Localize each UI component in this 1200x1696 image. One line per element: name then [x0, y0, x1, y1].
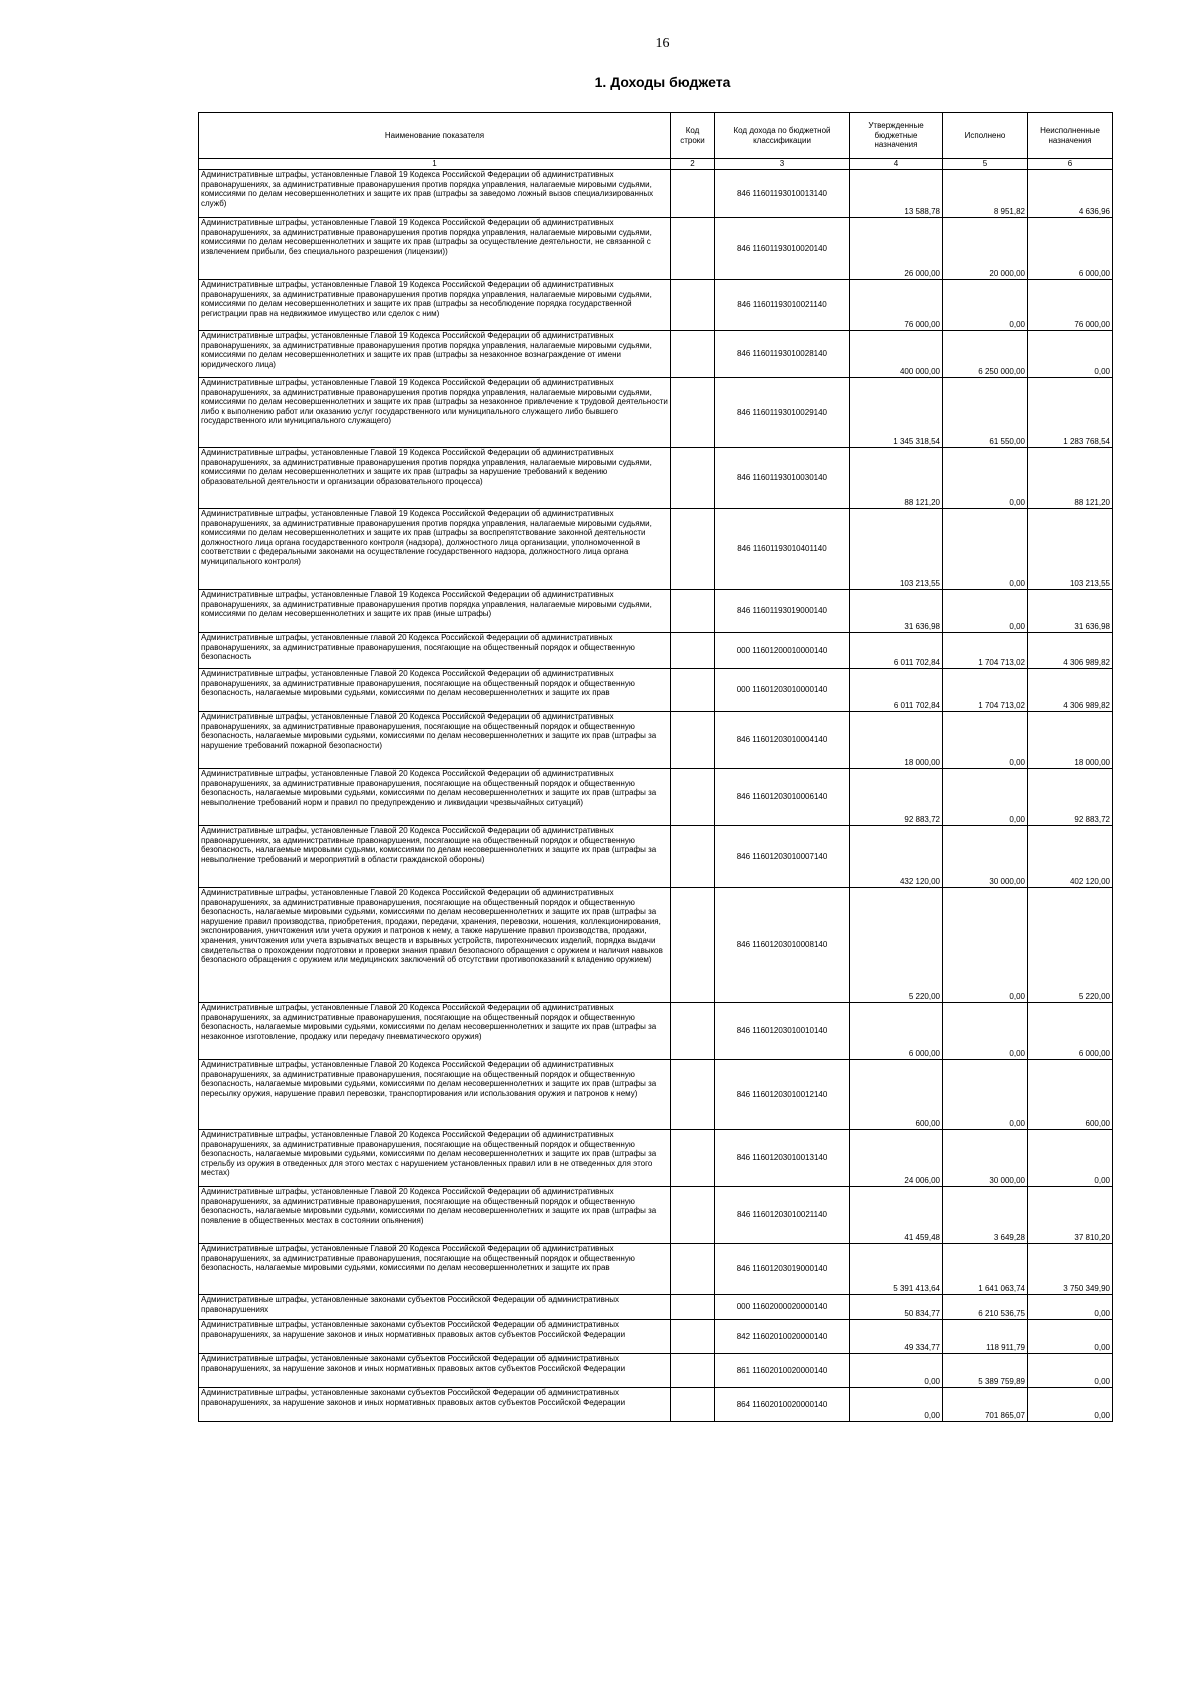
row-approved: 0,00 [850, 1354, 943, 1388]
row-name: Административные штрафы, установленные Главой 20 Кодекса Российской Федерации об административных правонарушениях, за административные правонарушения, посягающие на общественный порядок и общественную безопасность, налагаемые мировыми судьями, комиссиями по делам несовершеннолетних и защите их прав (штрафы за незаконное изготовление, продажу или передачу пневматического оружия) [199, 1003, 671, 1060]
row-income-code: 000 11601200010000140 [715, 633, 850, 669]
row-line-code [671, 1354, 715, 1388]
row-unexecuted: 0,00 [1028, 1320, 1113, 1354]
row-line-code [671, 1130, 715, 1187]
page-title: 1. Доходы бюджета [594, 74, 731, 90]
row-executed: 0,00 [943, 888, 1028, 1003]
budget-income-table [198, 112, 1113, 1422]
row-executed: 1 641 063,74 [943, 1244, 1028, 1295]
row-income-code: 000 11602000020000140 [715, 1295, 850, 1320]
row-line-code [671, 280, 715, 331]
row-income-code: 846 11601193010030140 [715, 448, 850, 509]
row-income-code: 846 11601203019000140 [715, 1244, 850, 1295]
row-executed: 0,00 [943, 448, 1028, 509]
page-number: 16 [655, 36, 670, 51]
row-income-code: 846 11601203010012140 [715, 1060, 850, 1130]
row-unexecuted: 4 306 989,82 [1028, 669, 1113, 712]
row-name: Административные штрафы, установленные законами субъектов Российской Федерации об административных правонарушениях [199, 1295, 671, 1320]
table-row [199, 888, 1113, 1003]
row-name: Административные штрафы, установленные главой 20 Кодекса Российской Федерации об административных правонарушениях, за административные правонарушения, посягающие на общественный порядок и общественную безопасность [199, 633, 671, 669]
table-body [199, 170, 1113, 1422]
row-executed: 0,00 [943, 590, 1028, 633]
row-unexecuted: 0,00 [1028, 1388, 1113, 1422]
row-unexecuted: 6 000,00 [1028, 218, 1113, 280]
row-name: Административные штрафы, установленные Главой 20 Кодекса Российской Федерации об административных правонарушениях, за административные правонарушения, посягающие на общественный порядок и общественную безопасность, налагаемые мировыми судьями, комиссиями по делам несовершеннолетних и защите их прав (штрафы за нарушение требований пожарной безопасности) [199, 712, 671, 769]
column-number: 5 [943, 159, 1028, 170]
column-number: 3 [715, 159, 850, 170]
row-executed: 8 951,82 [943, 170, 1028, 218]
row-income-code: 846 11601193010021140 [715, 280, 850, 331]
row-name: Административные штрафы, установленные Главой 20 Кодекса Российской Федерации об административных правонарушениях, за административные правонарушения, посягающие на общественный порядок и общественную безопасность, налагаемые мировыми судьями, комиссиями по делам несовершеннолетних и защите их прав (штрафы за стрельбу из оружия в отведенных для этого местах с нарушением установленных правил или в не отведенных для этого местах) [199, 1130, 671, 1187]
row-executed: 6 250 000,00 [943, 331, 1028, 378]
table-row [199, 509, 1113, 590]
row-unexecuted: 402 120,00 [1028, 826, 1113, 888]
row-name: Административные штрафы, установленные Главой 20 Кодекса Российской Федерации об административных правонарушениях, за административные правонарушения, посягающие на общественный порядок и общественную безопасность, налагаемые мировыми судьями, комиссиями по делам несовершеннолетних и защите их прав (штрафы за нарушение правил производства, приобретения, продажи, передачи, хранения, перевозки, ношения, коллекционирования, экспонирования, уничтожения или учета оружия и патронов к нему, а также нарушение правил производства, продажи, хранения, уничтожения или учета взрывчатых веществ и взрывных устройств, пиротехнических изделий, порядка выдачи свидетельства о прохождении подготовки и проверки знания правил безопасного обращения с оружием и наличия навыков безопасного обращения с оружием или медицинских заключений об отсутствии противопоказаний к владению оружием) [199, 888, 671, 1003]
row-executed: 20 000,00 [943, 218, 1028, 280]
row-income-code: 846 11601203010010140 [715, 1003, 850, 1060]
row-executed: 1 704 713,02 [943, 669, 1028, 712]
row-income-code: 846 11601193010029140 [715, 378, 850, 448]
row-executed: 3 649,28 [943, 1187, 1028, 1244]
row-line-code [671, 1320, 715, 1354]
row-unexecuted: 4 636,96 [1028, 170, 1113, 218]
table-header-row [199, 113, 1113, 159]
row-approved: 6 000,00 [850, 1003, 943, 1060]
row-name: Административные штрафы, установленные Главой 20 Кодекса Российской Федерации об административных правонарушениях, за административные правонарушения, посягающие на общественный порядок и общественную безопасность, налагаемые мировыми судьями, комиссиями по делам несовершеннолетних и защите их прав [199, 669, 671, 712]
row-approved: 103 213,55 [850, 509, 943, 590]
row-line-code [671, 1187, 715, 1244]
row-name: Административные штрафы, установленные законами субъектов Российской Федерации об административных правонарушениях, за нарушение законов и иных нормативных правовых актов субъектов Российской Федерации [199, 1354, 671, 1388]
table-row [199, 633, 1113, 669]
table-row [199, 1295, 1113, 1320]
row-line-code [671, 378, 715, 448]
row-income-code: 000 11601203010000140 [715, 669, 850, 712]
row-approved: 26 000,00 [850, 218, 943, 280]
row-name: Административные штрафы, установленные Главой 19 Кодекса Российской Федерации об административных правонарушениях, за административные правонарушения против порядка управления, налагаемые мировыми судьями, комиссиями по делам несовершеннолетних и защите их прав (штрафы за незаконное вознаграждение от имени юридического лица) [199, 331, 671, 378]
row-income-code: 842 11602010020000140 [715, 1320, 850, 1354]
row-income-code: 846 11601203010006140 [715, 769, 850, 826]
row-unexecuted: 600,00 [1028, 1060, 1113, 1130]
row-line-code [671, 888, 715, 1003]
row-approved: 1 345 318,54 [850, 378, 943, 448]
row-income-code: 846 11601193010020140 [715, 218, 850, 280]
row-line-code [671, 448, 715, 509]
row-approved: 24 006,00 [850, 1130, 943, 1187]
row-income-code: 846 11601193019000140 [715, 590, 850, 633]
row-income-code: 861 11602010020000140 [715, 1354, 850, 1388]
header-unexecuted: Неисполненные назначения [1028, 113, 1113, 159]
row-approved: 6 011 702,84 [850, 669, 943, 712]
row-unexecuted: 4 306 989,82 [1028, 633, 1113, 669]
row-executed: 118 911,79 [943, 1320, 1028, 1354]
row-executed: 30 000,00 [943, 826, 1028, 888]
row-line-code [671, 1060, 715, 1130]
row-executed: 0,00 [943, 712, 1028, 769]
row-approved: 600,00 [850, 1060, 943, 1130]
row-income-code: 846 11601193010028140 [715, 331, 850, 378]
table-row [199, 1003, 1113, 1060]
row-line-code [671, 1388, 715, 1422]
row-unexecuted: 0,00 [1028, 1130, 1113, 1187]
row-income-code: 846 11601193010401140 [715, 509, 850, 590]
header-approved: Утвержденные бюджетные назначения [850, 113, 943, 159]
row-line-code [671, 590, 715, 633]
row-unexecuted: 0,00 [1028, 331, 1113, 378]
row-line-code [671, 331, 715, 378]
table-row [199, 769, 1113, 826]
row-approved: 49 334,77 [850, 1320, 943, 1354]
column-number: 6 [1028, 159, 1113, 170]
row-name: Административные штрафы, установленные Главой 20 Кодекса Российской Федерации об административных правонарушениях, за административные правонарушения, посягающие на общественный порядок и общественную безопасность, налагаемые мировыми судьями, комиссиями по делам несовершеннолетних и защите их прав (штрафы за пересылку оружия, нарушение правил перевозки, транспортирования или использования оружия и патронов к нему) [199, 1060, 671, 1130]
row-line-code [671, 509, 715, 590]
row-income-code: 846 11601203010004140 [715, 712, 850, 769]
row-executed: 0,00 [943, 769, 1028, 826]
row-approved: 88 121,20 [850, 448, 943, 509]
row-unexecuted: 0,00 [1028, 1295, 1113, 1320]
row-executed: 6 210 536,75 [943, 1295, 1028, 1320]
row-unexecuted: 103 213,55 [1028, 509, 1113, 590]
table-row [199, 826, 1113, 888]
row-approved: 50 834,77 [850, 1295, 943, 1320]
row-approved: 76 000,00 [850, 280, 943, 331]
table-row [199, 712, 1113, 769]
row-unexecuted: 37 810,20 [1028, 1187, 1113, 1244]
row-name: Административные штрафы, установленные Главой 19 Кодекса Российской Федерации об административных правонарушениях, за административные правонарушения против порядка управления, налагаемые мировыми судьями, комиссиями по делам несовершеннолетних и защите их прав (штрафы за осуществление деятельности, не связанной с извлечением прибыли, без специального разрешения (лицензии)) [199, 218, 671, 280]
row-income-code: 846 11601203010007140 [715, 826, 850, 888]
table-row [199, 280, 1113, 331]
row-executed: 5 389 759,89 [943, 1354, 1028, 1388]
row-line-code [671, 218, 715, 280]
row-line-code [671, 170, 715, 218]
row-income-code: 864 11602010020000140 [715, 1388, 850, 1422]
table-row [199, 1130, 1113, 1187]
row-unexecuted: 31 636,98 [1028, 590, 1113, 633]
table-row [199, 218, 1113, 280]
header-indicator-name: Наименование показателя [199, 113, 671, 159]
table-row [199, 669, 1113, 712]
row-approved: 432 120,00 [850, 826, 943, 888]
row-name: Административные штрафы, установленные Главой 20 Кодекса Российской Федерации об административных правонарушениях, за административные правонарушения, посягающие на общественный порядок и общественную безопасность, налагаемые мировыми судьями, комиссиями по делам несовершеннолетних и защите их прав (штрафы за невыполнение требований норм и правил по предупреждению и ликвидации чрезвычайных ситуаций) [199, 769, 671, 826]
table-row [199, 1060, 1113, 1130]
row-unexecuted: 0,00 [1028, 1354, 1113, 1388]
row-approved: 5 391 413,64 [850, 1244, 943, 1295]
row-name: Административные штрафы, установленные Главой 19 Кодекса Российской Федерации об административных правонарушениях, за административные правонарушения против порядка управления, налагаемые мировыми судьями, комиссиями по делам несовершеннолетних и защите их прав (штрафы за воспрепятствование законной деятельности должностного лица органа государственного контроля (надзора), должностного лица организации, уполномоченной в соответствии с федеральными законами на осуществление государственного надзора, должностного лица органа муниципального контроля) [199, 509, 671, 590]
row-unexecuted: 3 750 349,90 [1028, 1244, 1113, 1295]
column-number: 4 [850, 159, 943, 170]
row-unexecuted: 76 000,00 [1028, 280, 1113, 331]
row-name: Административные штрафы, установленные Главой 20 Кодекса Российской Федерации об административных правонарушениях, за административные правонарушения, посягающие на общественный порядок и общественную безопасность, налагаемые мировыми судьями, комиссиями по делам несовершеннолетних и защите их прав (штрафы за невыполнение требований и мероприятий в области гражданской обороны) [199, 826, 671, 888]
row-executed: 1 704 713,02 [943, 633, 1028, 669]
table-row [199, 448, 1113, 509]
row-line-code [671, 1003, 715, 1060]
table-row [199, 331, 1113, 378]
table-row [199, 590, 1113, 633]
row-executed: 61 550,00 [943, 378, 1028, 448]
row-executed: 0,00 [943, 1003, 1028, 1060]
row-approved: 18 000,00 [850, 712, 943, 769]
row-executed: 0,00 [943, 1060, 1028, 1130]
column-number-row [199, 159, 1113, 170]
row-name: Административные штрафы, установленные Главой 20 Кодекса Российской Федерации об административных правонарушениях, за административные правонарушения, посягающие на общественный порядок и общественную безопасность, налагаемые мировыми судьями, комиссиями по делам несовершеннолетних и защите их прав (штрафы за появление в общественных местах в состоянии опьянения) [199, 1187, 671, 1244]
header-income-code: Код дохода по бюджетной классификации [715, 113, 850, 159]
row-line-code [671, 633, 715, 669]
row-income-code: 846 11601203010021140 [715, 1187, 850, 1244]
row-name: Административные штрафы, установленные Главой 19 Кодекса Российской Федерации об административных правонарушениях, за административные правонарушения против порядка управления, налагаемые мировыми судьями, комиссиями по делам несовершеннолетних и защите их прав (штрафы за незаконное привлечение к трудовой деятельности либо к выполнению работ или оказанию услуг государственного или муниципального служащего либо бывшего государственного или муниципального служащего) [199, 378, 671, 448]
row-unexecuted: 18 000,00 [1028, 712, 1113, 769]
row-unexecuted: 5 220,00 [1028, 888, 1113, 1003]
row-approved: 41 459,48 [850, 1187, 943, 1244]
row-name: Административные штрафы, установленные Главой 19 Кодекса Российской Федерации об административных правонарушениях, за административные правонарушения против порядка управления, налагаемые мировыми судьями, комиссиями по делам несовершеннолетних и защите их прав (штрафы за несоблюдение порядка государственной регистрации прав на недвижимое имущество или сделок с ним) [199, 280, 671, 331]
row-executed: 701 865,07 [943, 1388, 1028, 1422]
row-income-code: 846 11601203010008140 [715, 888, 850, 1003]
table-row [199, 1320, 1113, 1354]
row-name: Административные штрафы, установленные Главой 19 Кодекса Российской Федерации об административных правонарушениях, за административные правонарушения против порядка управления, налагаемые мировыми судьями, комиссиями по делам несовершеннолетних и защите их прав (штрафы за нарушение требований к ведению образовательной деятельности и организации образовательного процесса) [199, 448, 671, 509]
row-line-code [671, 712, 715, 769]
row-line-code [671, 669, 715, 712]
row-executed: 0,00 [943, 509, 1028, 590]
row-approved: 0,00 [850, 1388, 943, 1422]
column-number: 2 [671, 159, 715, 170]
table-row [199, 1187, 1113, 1244]
table-row [199, 1388, 1113, 1422]
row-approved: 92 883,72 [850, 769, 943, 826]
row-unexecuted: 88 121,20 [1028, 448, 1113, 509]
row-approved: 5 220,00 [850, 888, 943, 1003]
row-line-code [671, 826, 715, 888]
row-name: Административные штрафы, установленные Главой 20 Кодекса Российской Федерации об административных правонарушениях, за административные правонарушения, посягающие на общественный порядок и общественную безопасность, налагаемые мировыми судьями, комиссиями по делам несовершеннолетних и защите их прав [199, 1244, 671, 1295]
row-name: Административные штрафы, установленные Главой 19 Кодекса Российской Федерации об административных правонарушениях, за административные правонарушения против порядка управления, налагаемые мировыми судьями, комиссиями по делам несовершеннолетних и защите их прав (штрафы за заведомо ложный вызов специализированных служб) [199, 170, 671, 218]
header-executed: Исполнено [943, 113, 1028, 159]
table-row [199, 378, 1113, 448]
column-number: 1 [199, 159, 671, 170]
table-row [199, 1244, 1113, 1295]
row-unexecuted: 1 283 768,54 [1028, 378, 1113, 448]
row-approved: 31 636,98 [850, 590, 943, 633]
row-unexecuted: 92 883,72 [1028, 769, 1113, 826]
row-name: Административные штрафы, установленные законами субъектов Российской Федерации об административных правонарушениях, за нарушение законов и иных нормативных правовых актов субъектов Российской Федерации [199, 1320, 671, 1354]
header-line-code: Код строки [671, 113, 715, 159]
row-name: Административные штрафы, установленные законами субъектов Российской Федерации об административных правонарушениях, за нарушение законов и иных нормативных правовых актов субъектов Российской Федерации [199, 1388, 671, 1422]
row-line-code [671, 769, 715, 826]
row-executed: 0,00 [943, 280, 1028, 331]
row-approved: 6 011 702,84 [850, 633, 943, 669]
row-line-code [671, 1244, 715, 1295]
row-executed: 30 000,00 [943, 1130, 1028, 1187]
row-approved: 13 588,78 [850, 170, 943, 218]
row-approved: 400 000,00 [850, 331, 943, 378]
table-row [199, 1354, 1113, 1388]
row-income-code: 846 11601193010013140 [715, 170, 850, 218]
row-unexecuted: 6 000,00 [1028, 1003, 1113, 1060]
row-income-code: 846 11601203010013140 [715, 1130, 850, 1187]
row-name: Административные штрафы, установленные Главой 19 Кодекса Российской Федерации об административных правонарушениях, за административные правонарушения против порядка управления, налагаемые мировыми судьями, комиссиями по делам несовершеннолетних и защите их прав (иные штрафы) [199, 590, 671, 633]
table-row [199, 170, 1113, 218]
row-line-code [671, 1295, 715, 1320]
